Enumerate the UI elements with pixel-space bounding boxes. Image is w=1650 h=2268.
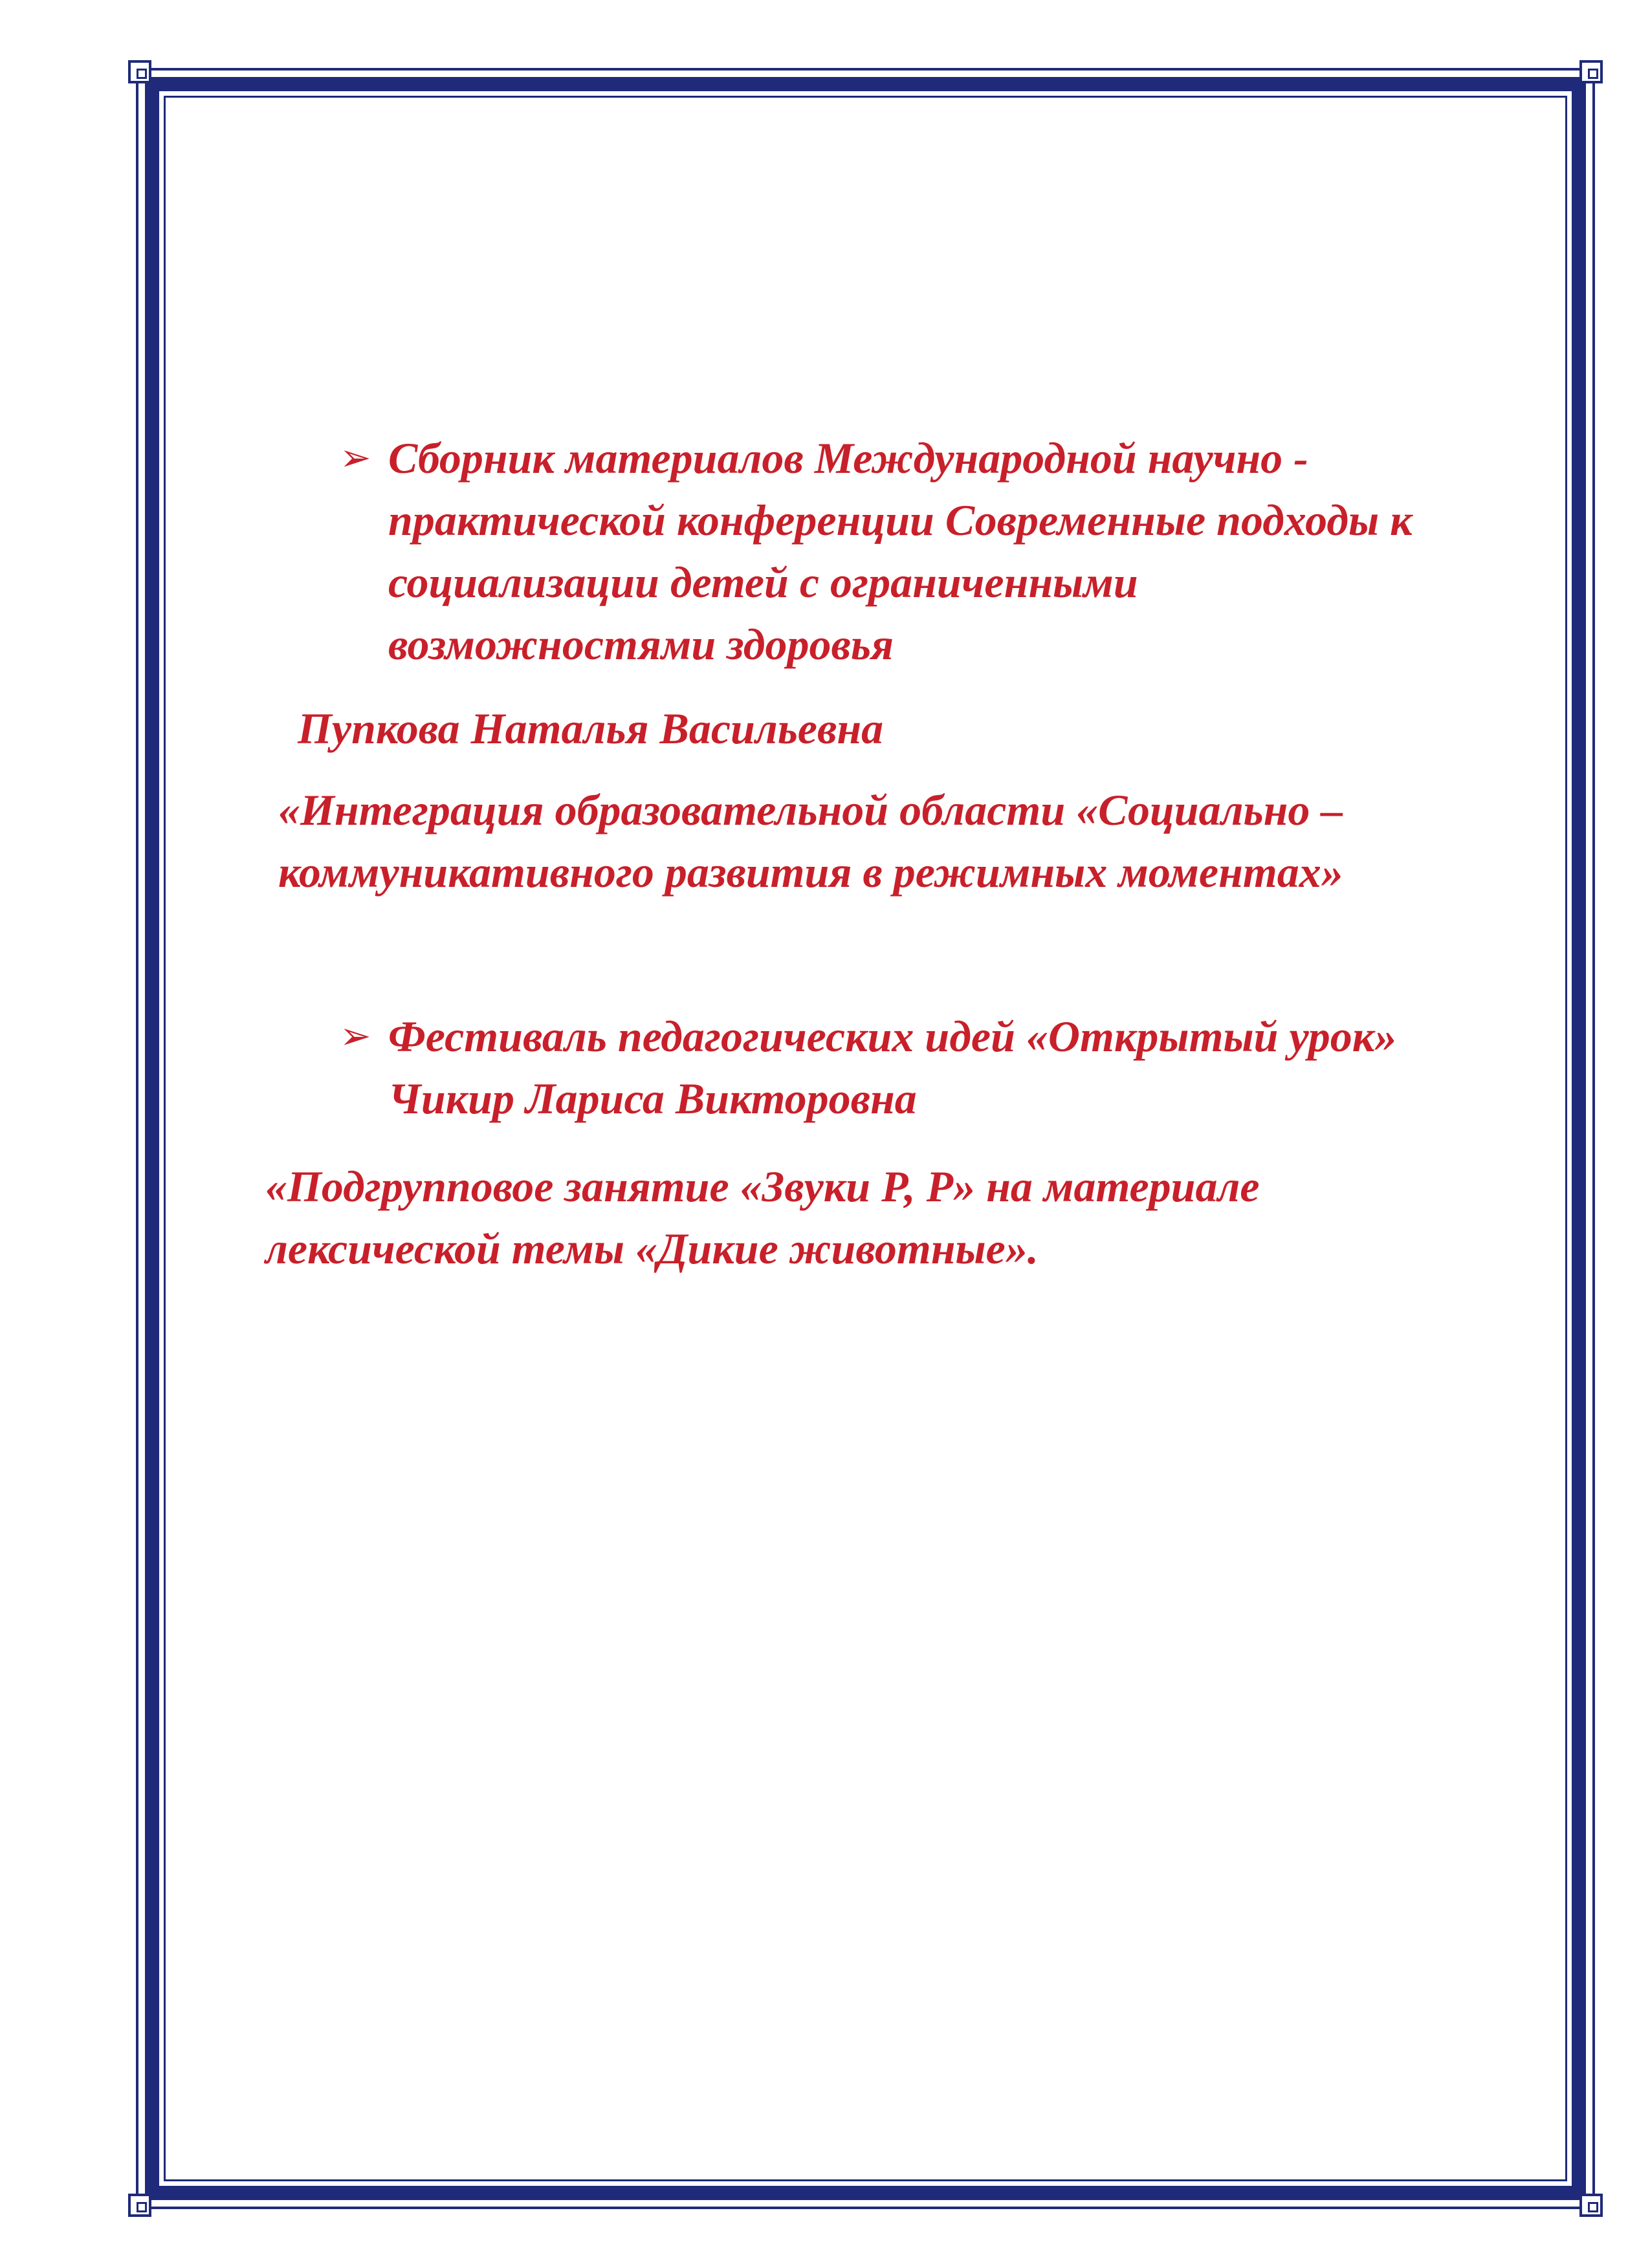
- event-line: возможностями здоровья: [388, 620, 894, 669]
- frame-corner-ornament: [1579, 60, 1603, 83]
- arrow-bullet-icon: ➢: [340, 437, 371, 479]
- entry-1-work-title: [278, 779, 1546, 903]
- frame-corner-ornament: [128, 2194, 151, 2217]
- arrow-bullet-icon: ➢: [340, 1015, 371, 1057]
- event-line: Фестиваль педагогических идей «Открытый урок»: [388, 1012, 1397, 1061]
- event-line: социализации детей с ограниченными: [388, 558, 1138, 607]
- work-title-line: коммуникативного развития в режимных моментах»: [278, 847, 1343, 897]
- event-line: практической конференции Современные подходы к: [388, 496, 1413, 545]
- event-line: Сборник материалов Международной научно -: [388, 433, 1308, 483]
- document-body: [265, 427, 1546, 1280]
- frame-corner-ornament: [128, 60, 151, 83]
- entry-2-work-title: [265, 1155, 1546, 1280]
- work-title-line: лексической темы «Дикие животные».: [265, 1224, 1039, 1273]
- entry-1-event: [278, 427, 1546, 675]
- entry-2-author: Чикир Лариса Викторовна: [388, 1074, 917, 1123]
- work-title-line: «Подгрупповое занятие «Звуки Р, Р» на материале: [265, 1162, 1260, 1211]
- entry-1-author: Пупкова Наталья Васильевна: [298, 704, 884, 753]
- entry-2-event: [278, 1005, 1546, 1129]
- work-title-line: «Интеграция образовательной области «Социально –: [278, 785, 1343, 834]
- frame-corner-ornament: [1579, 2194, 1603, 2217]
